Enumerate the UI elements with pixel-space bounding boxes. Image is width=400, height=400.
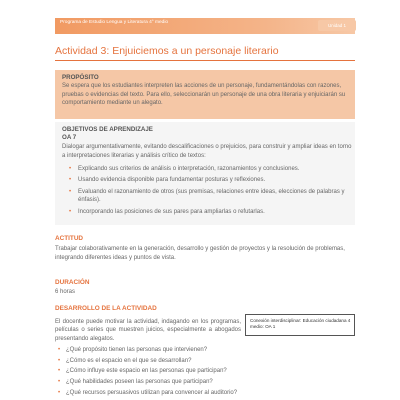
- unit-badge: Unidad 1: [318, 20, 356, 31]
- duracion-heading: DURACIÓN: [55, 279, 90, 286]
- bullet-icon: •: [58, 379, 61, 386]
- proposito-heading: PROPÓSITO: [62, 74, 99, 81]
- bullet-icon: •: [58, 368, 61, 375]
- objetivos-heading: [62, 126, 153, 142]
- desarrollo-text: El docente puede motivar la actividad, indagando en los programas, películas o series que muestren juicios, especialmente a abogados presentando alegatos.: [55, 319, 241, 342]
- list-item: • Evaluando el razonamiento de otros (sus premisas, relaciones entre ideas, elecciones de palabras y énfasis).: [69, 188, 345, 204]
- bullet-icon: •: [69, 188, 72, 195]
- list-item: • Incorporando las posiciones de sus pares para ampliarlas o refutarlas.: [69, 208, 265, 215]
- proposito-text: Se espera que los estudiantes interpreten las acciones de un personaje, fundamentándolas con razones, pruebas o evidencias del texto. Para ello, seleccionarán un personaje de una obra literaria y enjuiciarán su comportamiento mediante un alegato.: [62, 83, 346, 106]
- program-title: Programa de Estudio Lengua y Literatura 4° medio: [60, 20, 169, 25]
- interdisciplinary-note-text: Conexión interdisciplinar: Educación ciudadana 4 medio: OA 1: [250, 318, 351, 330]
- list-item: • Explicando sus criterios de análisis o interpretación, razonamientos y conclusiones.: [69, 166, 300, 172]
- list-item: • ¿Qué habilidades poseen las personas que participan?: [58, 379, 213, 386]
- objetivos-list: [69, 165, 349, 219]
- duracion-text: 6 horas: [55, 289, 76, 295]
- list-item: • ¿Cómo influye este espacio en las personas que participan?: [58, 368, 227, 375]
- bullet-icon: •: [69, 177, 72, 184]
- bullet-icon: •: [58, 389, 61, 396]
- bullet-icon: •: [69, 208, 72, 215]
- bullet-icon: •: [58, 347, 61, 353]
- interdisciplinary-note: [245, 314, 355, 336]
- list-item: • ¿Cómo es el espacio en el que se desarrollan?: [58, 357, 192, 364]
- questions-list: [58, 346, 348, 400]
- title-divider: [55, 60, 355, 61]
- objetivos-intro: Dialogar argumentativamente, evitando descalificaciones o prejuicios, para construir y ampliar ideas en torno a interpretaciones literarias y análisis crítico de textos:: [62, 144, 352, 159]
- list-item: • ¿Qué recursos persuasivos utilizan para convencer al auditorio?: [58, 389, 238, 396]
- actitud-text: Trabajar colaborativamente en la generación, desarrollo y gestión de proyectos y la resolución de problemas, integrando diferentes ideas y puntos de vista.: [55, 246, 345, 261]
- proposito-box: [55, 70, 355, 119]
- activity-title: Actividad 3: Enjuiciemos a un personaje literario: [55, 45, 279, 57]
- oa-code: OA 7: [62, 134, 77, 141]
- bullet-icon: •: [58, 357, 61, 364]
- list-item: • Usando evidencia disponible para fundamentar posturas y reflexiones.: [69, 177, 266, 184]
- actitud-heading: ACTITUD: [55, 235, 84, 242]
- bullet-icon: •: [69, 166, 72, 172]
- objetivos-box: [55, 122, 355, 225]
- objetivos-title: OBJETIVOS DE APRENDIZAJE: [62, 126, 153, 133]
- desarrollo-heading: DESARROLLO DE LA ACTIVIDAD: [55, 305, 157, 312]
- list-item: • ¿Qué propósito tienen las personas que intervienen?: [58, 347, 208, 353]
- page-header: [0, 0, 400, 40]
